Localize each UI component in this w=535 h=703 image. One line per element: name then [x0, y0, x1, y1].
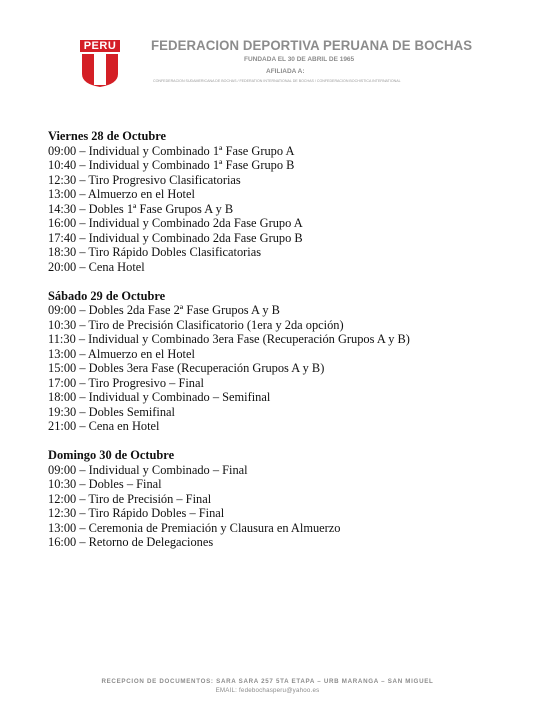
day-title: Viernes 28 de Octubre	[48, 129, 167, 143]
schedule-item: 09:00 – Individual y Combinado – Final	[48, 462, 248, 477]
day-block	[48, 289, 518, 434]
schedule-item: 09:00 – Dobles 2da Fase 2ª Fase Grupos A y B	[48, 303, 280, 317]
logo-label: PERU	[80, 40, 120, 52]
schedule-item: 15:00 – Dobles 3era Fase (Recuperación Grupos A y B)	[48, 361, 325, 375]
contact-email: EMAIL: fedebochasperu@yahoo.es	[215, 687, 320, 694]
schedule-item: 13:00 – Almuerzo en el Hotel	[48, 187, 195, 201]
letterhead	[0, 0, 535, 100]
schedule-item: 18:00 – Individual y Combinado – Semifinal	[48, 390, 271, 404]
schedule-item: 13:00 – Ceremonia de Premiación y Clausura en Almuerzo	[48, 520, 341, 535]
day-title: Sábado 29 de Octubre	[48, 288, 166, 303]
schedule-item: 11:30 – Individual y Combinado 3era Fase (Recuperación Grupos A y B)	[48, 332, 410, 346]
confederations-line: CONFEDERACION SUDAMERICANA DE BOCHAS / FEDERATION INTERNATIONAL DE BOCHAS / CONFEDERACION BOCHISTICA INTERNATIONAL	[153, 79, 401, 83]
day-title: Domingo 30 de Octubre	[48, 448, 175, 462]
schedule-item: 16:00 – Retorno de Delegaciones	[48, 535, 214, 549]
schedule-item: 17:40 – Individual y Combinado 2da Fase Grupo B	[48, 230, 303, 245]
day-block	[48, 129, 518, 274]
schedule-item: 18:30 – Tiro Rápido Dobles Clasificatorias	[48, 245, 262, 259]
schedule-item: 20:00 – Cena Hotel	[48, 259, 145, 274]
schedule-item: 16:00 – Individual y Combinado 2da Fase Grupo A	[48, 216, 303, 230]
schedule-item: 14:30 – Dobles 1ª Fase Grupos A y B	[48, 201, 234, 216]
schedule-item: 17:00 – Tiro Progresivo – Final	[48, 375, 204, 390]
founded-date: FUNDADA EL 30 DE ABRIL DE 1965	[244, 56, 355, 63]
schedule-item: 10:40 – Individual y Combinado 1ª Fase Grupo B	[48, 158, 295, 172]
schedule-item: 12:30 – Tiro Progresivo Clasificatorias	[48, 172, 241, 187]
schedule-item: 10:30 – Tiro de Precisión Clasificatorio (1era y 2da opción)	[48, 317, 344, 332]
affiliated-label: AFILIADA A:	[266, 68, 305, 75]
peru-logo	[80, 40, 120, 88]
reception-address: RECEPCION DE DOCUMENTOS: SARA SARA 257 5TA ETAPA – URB MARANGA – SAN MIGUEL	[101, 678, 434, 685]
footer	[0, 677, 535, 695]
schedule-item: 12:30 – Tiro Rápido Dobles – Final	[48, 506, 225, 520]
shield-icon	[80, 40, 120, 88]
schedule-item: 19:30 – Dobles Semifinal	[48, 404, 175, 419]
schedule-item: 12:00 – Tiro de Precisión – Final	[48, 491, 212, 506]
schedule-item: 13:00 – Almuerzo en el Hotel	[48, 346, 195, 361]
schedule	[48, 129, 518, 564]
organization-name: FEDERACION DEPORTIVA PERUANA DE BOCHAS	[151, 38, 473, 54]
schedule-item: 21:00 – Cena en Hotel	[48, 419, 160, 433]
schedule-item: 09:00 – Individual y Combinado 1ª Fase Grupo A	[48, 143, 295, 158]
day-block	[48, 448, 518, 550]
schedule-item: 10:30 – Dobles – Final	[48, 477, 162, 491]
